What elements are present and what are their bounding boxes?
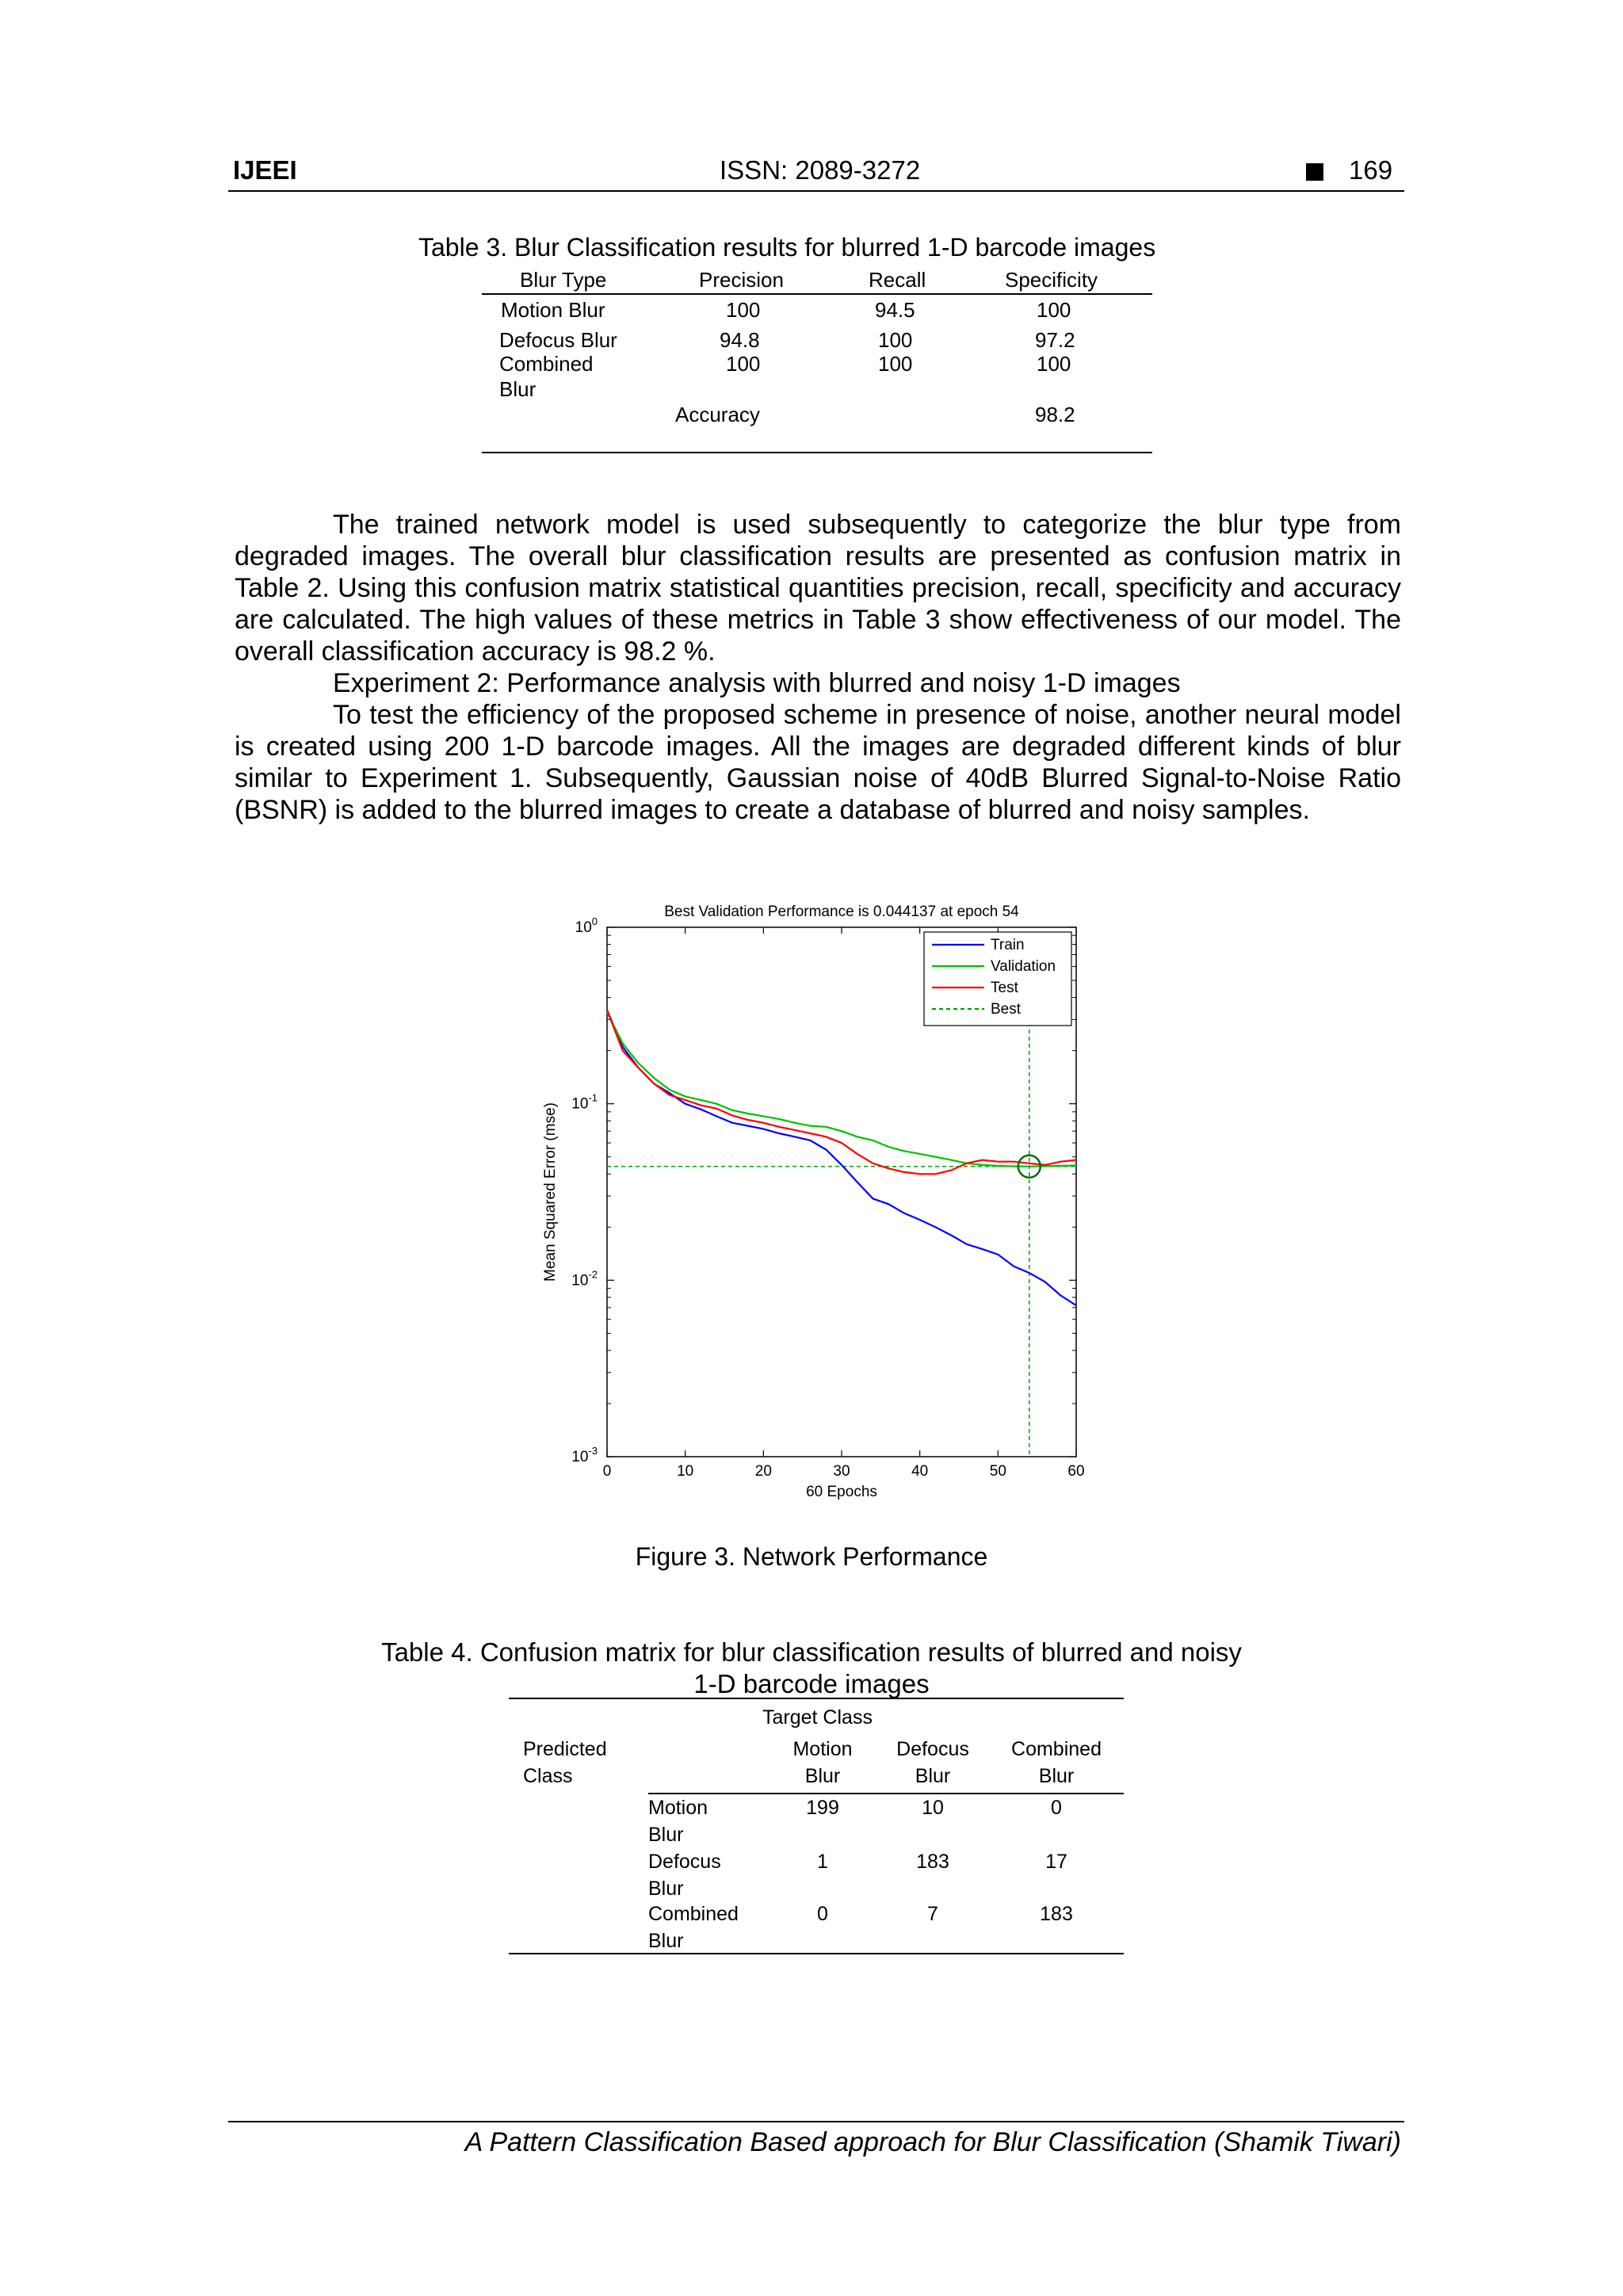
table3-cell: 100 (878, 328, 913, 352)
matrix-cell: 1 (817, 1851, 828, 1873)
target-class-label: Target Class (762, 1706, 873, 1729)
paragraph-1: The trained network model is used subsequently to categorize the blur type from degraded images. The overall blur classification results are presented as confusion matrix in Table 2. Using this confusion matrix statistical quantities precision, recall, specificity and accuracy are calculated. The high values of these metrics in Table 3 show effectiveness of our model. The overall classification accuracy is 98.2 %. (235, 510, 1401, 667)
table3-cell: 100 (1037, 298, 1071, 322)
predicted-class-label: Class (523, 1765, 573, 1787)
matrix-cell: 7 (927, 1903, 938, 1925)
y-tick-label: $10^{-2}$ (571, 1268, 598, 1289)
x-tick-label: 40 (911, 1463, 929, 1480)
row-label: Motion (648, 1797, 708, 1819)
row-label: Blur (648, 1878, 684, 1900)
table3-cell: 97.2 (1035, 328, 1075, 352)
figure3-caption: Figure 3. Network Performance (635, 1542, 988, 1571)
table3-caption: Table 3. Blur Classification results for blurred 1-D barcode images (418, 233, 1156, 262)
y-axis-label: Mean Squared Error (mse) (542, 1102, 559, 1282)
table3-col-precision: Precision (699, 268, 784, 292)
journal-name: IJEEI (233, 155, 297, 185)
table3-cell: 100 (726, 352, 761, 376)
table3-col-blur-type: Blur Type (520, 268, 607, 292)
table3-cell: Defocus Blur (499, 328, 617, 352)
row-label: Combined (648, 1903, 739, 1925)
matrix-cell: 10 (922, 1797, 944, 1819)
table3-cell: Combined (499, 352, 594, 376)
table3-accuracy-row (482, 403, 1152, 452)
table3-cell: 100 (1037, 352, 1071, 376)
paragraph-3: To test the efficiency of the proposed scheme in presence of noise, another neural model is created using 200 1-D barcode images. All the images are degraded different kinds of blur similar to Experiment 1. Subsequently, Gaussian noise of 40dB Blurred Signal-to-Noise Ratio (BSNR) is added to the blurred images to create a database of blurred and noisy samples. (235, 700, 1401, 825)
col-header-line: Blur (1038, 1765, 1075, 1787)
col-header-line: Defocus (896, 1738, 969, 1760)
chart-title: Best Validation Performance is 0.044137 at epoch 54 (664, 904, 1019, 920)
predicted-class-label: Predicted (523, 1738, 607, 1760)
table-row (482, 350, 1152, 403)
footer-rule (228, 2121, 1404, 2122)
y-tick-label: $10^{-3}$ (571, 1445, 598, 1465)
table3-cell: 100 (878, 352, 913, 376)
col-header-line: Blur (804, 1765, 841, 1787)
col-header-line: Combined (1011, 1738, 1102, 1760)
row-label: Defocus (648, 1851, 721, 1873)
y-tick-label: $10^0$ (575, 915, 598, 936)
matrix-cell: 17 (1045, 1851, 1067, 1873)
table4-caption-line1: Table 4. Confusion matrix for blur classification results of blurred and noisy (381, 1637, 1242, 1667)
issn: ISSN: 2089-3272 (720, 155, 921, 185)
running-header (228, 154, 1404, 192)
table3-cell: 94.8 (720, 328, 760, 352)
x-tick-label: 0 (602, 1463, 612, 1480)
table3-col-recall: Recall (869, 268, 926, 292)
matrix-cell: 0 (1051, 1797, 1062, 1819)
body-text (235, 509, 1401, 826)
x-tick-label: 30 (833, 1463, 850, 1480)
table-row (482, 295, 1152, 325)
table4 (509, 1698, 1124, 1954)
table3-cell: 100 (726, 298, 761, 322)
x-axis-label: 60 Epochs (806, 1484, 877, 1500)
table4-col-header (889, 1736, 976, 1790)
page-number: 169 (1349, 155, 1393, 185)
x-tick-label: 20 (754, 1463, 772, 1480)
matrix-cell: 199 (806, 1797, 839, 1819)
table3-cell: Blur (499, 377, 537, 401)
col-header-line: Blur (915, 1765, 951, 1787)
running-footer: A Pattern Classification Based approach for Blur Classification (Shamik Tiwari) (464, 2127, 1401, 2157)
performance-chart (523, 886, 1102, 1520)
col-header-line: Motion (792, 1738, 853, 1760)
paragraph-2: Experiment 2: Performance analysis with blurred and noisy 1-D images (333, 668, 1181, 698)
legend-label: Train (991, 937, 1025, 953)
table-row (648, 1794, 1124, 1847)
row-label: Blur (648, 1930, 684, 1952)
x-tick-label: 10 (677, 1463, 694, 1480)
y-tick-label: $10^{-1}$ (571, 1091, 598, 1113)
legend-label: Validation (991, 958, 1056, 975)
accuracy-value: 98.2 (1035, 403, 1075, 426)
row-label: Blur (648, 1824, 684, 1846)
legend-label: Test (991, 980, 1018, 996)
square-bullet-icon (1306, 163, 1323, 181)
table3 (482, 266, 1152, 453)
table4-col-header (783, 1736, 862, 1790)
table-row (648, 1848, 1124, 1901)
table4-caption-line2: 1-D barcode images (693, 1669, 930, 1698)
legend-label: Best (991, 1001, 1022, 1018)
table-row (648, 1901, 1124, 1953)
matrix-cell: 0 (817, 1903, 828, 1925)
table-row (482, 325, 1152, 350)
matrix-cell: 183 (1040, 1903, 1073, 1925)
x-tick-label: 60 (1067, 1463, 1085, 1480)
table3-cell: 94.5 (875, 298, 915, 322)
table3-col-specificity: Specificity (1005, 268, 1098, 292)
accuracy-label: Accuracy (675, 403, 760, 426)
table3-cell: Motion Blur (501, 298, 605, 322)
table4-col-header (1005, 1736, 1108, 1790)
x-tick-label: 50 (989, 1463, 1006, 1480)
matrix-cell: 183 (916, 1851, 949, 1873)
table3-header-row (482, 266, 1152, 295)
